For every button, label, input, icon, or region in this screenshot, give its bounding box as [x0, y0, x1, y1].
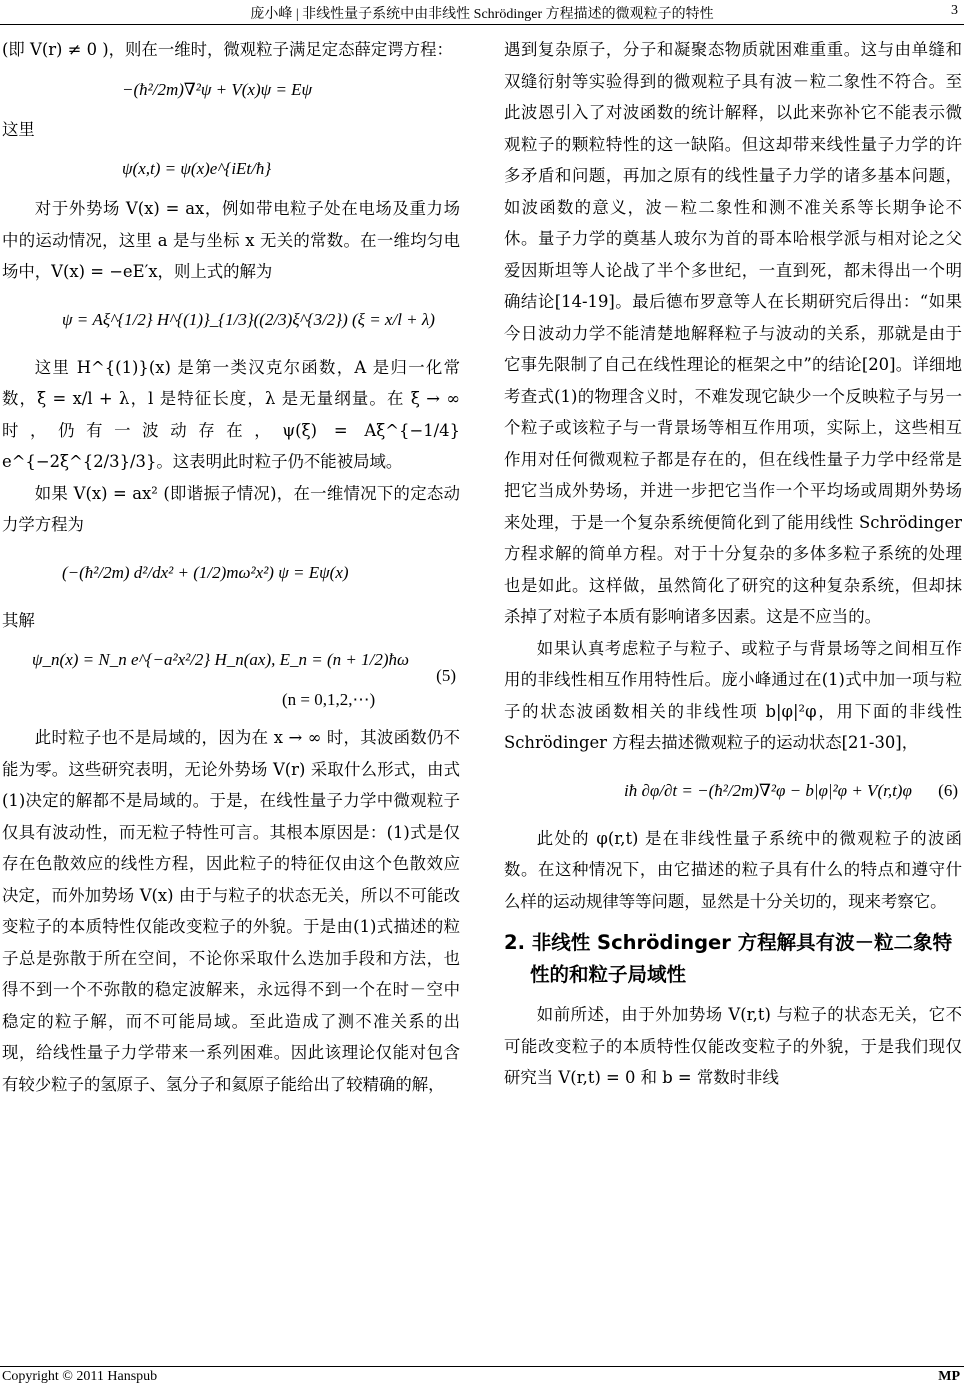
equation-body: ψ(x,t) = ψ(x)e^{iEt/ħ}	[122, 159, 272, 178]
header-rule	[0, 24, 964, 25]
paragraph: 此时粒子也不是局域的，因为在 x → ∞ 时，其波函数仍不能为零。这些研究表明，无论外势场 V(r) 采取什么形式，由式(1)决定的解都不是局域的。于是，在线性量子力学中微观粒子仅具有波动性，而无粒子特性可言。其根本原因是：(1)式是仅存在色散效应的线性方程，因此粒子的特征仅由这个色散效应决定，而外加势场 V(x) 由于与粒子的状态无关，所以不可能改变粒子的本质特性仅能改变粒子的外貌。于是由(1)式描述的粒子总是弥散于所在空间，不论你采取什么迭加手段和方法，也得不到一个不弥散的稳定波解来，永远得不到一个在时－空中稳定的粒子解，而不可能局域。至此造成了测不准关系的出现，给线性量子力学带来一系列困难。因此该理论仅能对包含有较少粒子的氢原子、氢分子和氦原子能给出了较精确的解，	[2, 728, 460, 1094]
copyright: Copyright © 2011 Hanspub	[2, 1369, 158, 1384]
equation-body: −(ħ²/2m)∇²ψ + V(x)ψ = Eψ	[122, 79, 313, 99]
page-number: 3	[951, 3, 958, 18]
equation	[2, 288, 460, 352]
paragraph: 如前所述，由于外加势场 V(r,t) 与粒子的状态无关，它不可能改变粒子的本质特性仅能改变粒子的外貌，于是我们现仅研究当 V(r,t) = 0 和 b = 常数时非线	[504, 1005, 962, 1087]
equation	[2, 145, 460, 193]
right-column	[504, 34, 962, 1094]
equation	[504, 759, 962, 823]
equation-body: (−(ħ²/2m) d²/dx² + (1/2)mω²x²) ψ = Eψ(x)	[62, 562, 349, 582]
paragraph: 如果 V(x) = ax² (即谐振子情况)，在一维情况下的定态动力学方程为	[2, 483, 460, 534]
equation	[2, 541, 460, 605]
section-heading: 2. 非线性 Schrödinger 方程解具有波－粒二象特性的和粒子局域性	[504, 931, 953, 986]
equation-body: ψ = Aξ^{1/2} H^{(1)}_{1/3}((2/3)ξ^{3/2}) (ξ = x/l + λ)	[62, 309, 435, 329]
equation-body: iħ ∂φ/∂t = −(ħ²/2m)∇²φ − b|φ|²φ + V(r,t)φ	[624, 780, 912, 800]
footer-rule	[0, 1366, 964, 1367]
equation-body: ψ_n(x) = N_n e^{−a²x²/2} H_n(ax), E_n = (n + 1/2)ħω	[32, 650, 410, 669]
paragraph: 遇到复杂原子，分子和凝聚态物质就困难重重。这与由单缝和双缝衍射等实验得到的微观粒子具有波－粒二象性不符合。至此波恩引入了对波函数的统计解释，以此来弥补它不能表示微观粒子的颗粒特性的这一缺陷。但这却带来线性量子力学的许多矛盾和问题，再加之原有的线性量子力学的诸多基本问题，如波函数的意义，波－粒二象性和测不准关系等长期争论不休。量子力学的奠基人玻尔为首的哥本哈根学派与相对论之父爱因斯坦等人论战了半个多世纪，一直到死，都未得出一个明确结论[14-19]。最后德布罗意等人在长期研究后得出：“如果今日波动力学不能清楚地解释粒子与波动的关系，那就是由于它事先限制了自己在线性理论的框架之中”的结论[20]。详细地考查式(1)的物理含义时，不难发现它缺少一个反映粒子与另一个粒子或该粒子与一背景场等相互作用项，实际上，这些相互作用对任何微观粒子都是存在的，但在线性量子力学中经常是把它当成外势场，并进一步把它当作一个平均场或周期外势场来处理，于是一个复杂系统便简化到了能用线性 Schrödinger 方程求解的简单方程。对于十分复杂的多体多粒子系统的处理也是如此。这样做，虽然简化了研究的这种复杂系统，但却抹杀掉了对粒子本质有影响诸多因素。这是不应当的。	[504, 40, 962, 626]
paragraph: 如果认真考虑粒子与粒子、或粒子与背景场等之间相互作用的非线性相互作用特性后。庞小峰通过在(1)式中加一项与粒子的状态波函数相关的非线性项 b|φ|²φ，用下面的非线性 Schrödinger 方程去描述微观粒子的运动状态[21-30]，	[504, 638, 962, 752]
equation-number: (6)	[938, 780, 958, 800]
paragraph: 对于外势场 V(x) = ax，例如带电粒子处在电场及重力场中的运动情况，这里 a 是与坐标 x 无关的常数。在一维均匀电场中，V(x) = −eE′x，则上式的解为	[2, 199, 460, 281]
paragraph: 这里	[2, 119, 35, 139]
page-footer	[0, 1366, 964, 1386]
running-title: 庞小峰 | 非线性量子系统中由非线性 Schrödinger 方程描述的微观粒子的特性	[250, 7, 714, 22]
equation-number: (5)	[436, 666, 456, 685]
journal-abbreviation: MP	[938, 1369, 960, 1384]
paragraph: (即 V(r) ≠ 0 )，则在一维时，微观粒子满足定态薛定谔方程：	[2, 40, 453, 59]
equation-condition: (n = 0,1,2,⋯)	[282, 690, 376, 709]
paragraph: 其解	[2, 610, 35, 630]
paragraph: 此处的 φ(r,t) 是在非线性量子系统中的微观粒子的波函数。在这种情况下，由它描述的粒子具有什么的特点和遵守什么样的运动规律等等问题，显然是十分关切的，现来考察它。	[504, 828, 962, 911]
equation	[2, 66, 460, 114]
page-header	[0, 0, 964, 26]
equation	[2, 636, 460, 722]
paragraph: 这里 H^{(1)}(x) 是第一类汉克尔函数，A 是归一化常数，ξ = x/l + λ，l 是特征长度，λ 是无量纲量。在 ξ → ∞ 时，仍有一波动存在，ψ(ξ) = Aξ^{−1/4} e^{−2ξ^{2/3}/3}。这表明此时粒子仍不能被局域。	[2, 357, 460, 471]
left-column	[2, 34, 460, 1100]
